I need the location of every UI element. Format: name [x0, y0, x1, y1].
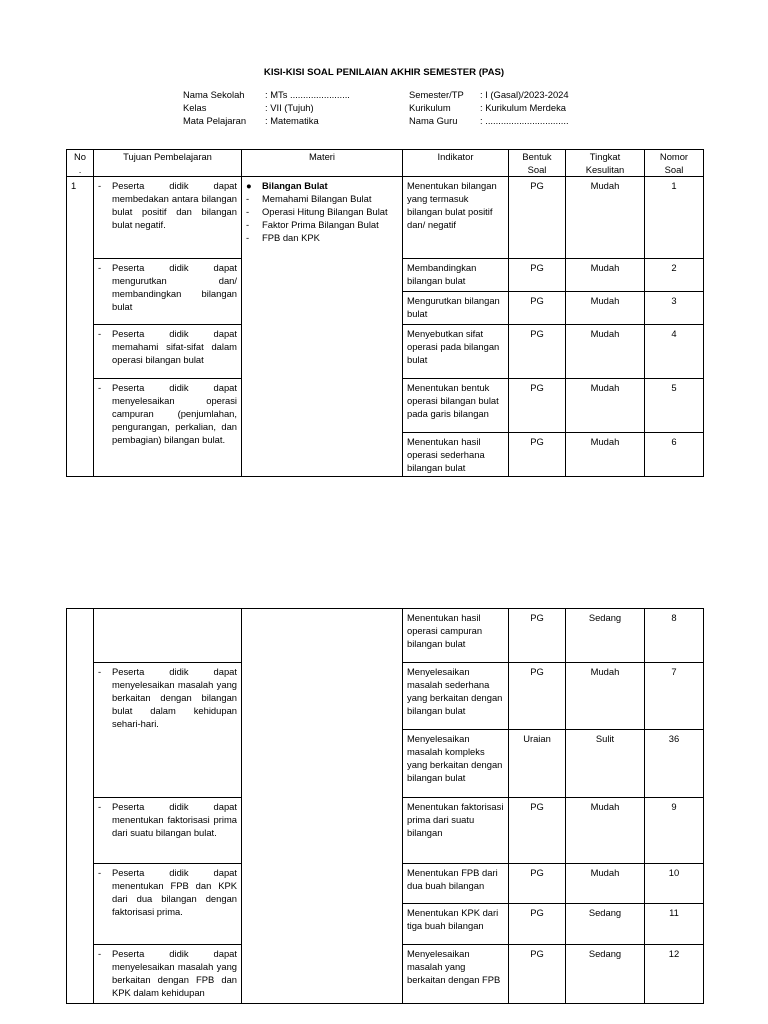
bentuk-cell: PG	[509, 663, 566, 730]
tujuan-cell: - Peserta didik dapat membedakan antara bilangan bulat positif dan bilangan bulat negatif.	[94, 177, 242, 259]
tujuan-text: Peserta didik dapat memahami sifat-sifat dalam operasi bilangan bulat	[112, 328, 237, 365]
materi-item: Memahami Bilangan Bulat	[262, 193, 372, 204]
bentuk-cell: PG	[509, 259, 566, 292]
nomor-cell: 2	[645, 259, 704, 292]
tingkat-cell: Mudah	[566, 663, 645, 730]
materi-heading: Bilangan Bulat	[262, 180, 328, 191]
indikator-cell: Menentukan FPB dari dua buah bilangan	[403, 864, 509, 904]
nomor-cell: 5	[645, 379, 704, 433]
bentuk-cell: PG	[509, 379, 566, 433]
header-tingkat: Tingkat Kesulitan	[566, 150, 645, 177]
tujuan-cell	[94, 609, 242, 663]
tujuan-cell: - Peserta didik dapat menyelesaikan masalah yang berkaitan dengan bilangan bulat dalam kehidupan sehari-hari.	[94, 663, 242, 798]
tujuan-cell: - Peserta didik dapat mengurutkan dan/ membandingkan bilangan bulat	[94, 259, 242, 325]
info-label-semester: Semester/TP	[409, 89, 464, 100]
header-indikator: Indikator	[403, 150, 509, 177]
info-value-guru: : ................................	[480, 115, 569, 126]
tujuan-text: Peserta didik dapat menentukan FPB dan KPK dari dua bilangan dengan faktorisasi prima.	[112, 867, 237, 917]
row-no-cell: 1	[67, 177, 94, 477]
document-title: KISI-KISI SOAL PENILAIAN AKHIR SEMESTER (PAS)	[263, 67, 505, 78]
nomor-cell: 10	[645, 864, 704, 904]
indikator-cell: Menyebutkan sifat operasi pada bilangan bulat	[403, 325, 509, 379]
materi-item: FPB dan KPK	[262, 232, 320, 243]
nomor-cell: 12	[645, 945, 704, 1004]
info-value-mapel: : Matematika	[265, 115, 319, 126]
nomor-cell: 7	[645, 663, 704, 730]
tingkat-cell: Mudah	[566, 325, 645, 379]
info-value-semester: : I (Gasal)/2023-2024	[480, 89, 569, 100]
nomor-cell: 8	[645, 609, 704, 663]
info-label-guru: Nama Guru	[409, 115, 458, 126]
tingkat-cell: Mudah	[566, 177, 645, 259]
tingkat-cell: Mudah	[566, 798, 645, 864]
info-label-mapel: Mata Pelajaran	[183, 115, 247, 126]
tujuan-text: Peserta didik dapat menyelesaikan masalah yang berkaitan dengan FPB dan KPK dalam kehidupan	[112, 948, 237, 998]
tujuan-text: Peserta didik dapat membedakan antara bilangan bulat positif dan bilangan bulat negatif.	[112, 180, 237, 230]
info-value-kurikulum: : Kurikulum Merdeka	[480, 102, 566, 113]
nomor-cell: 36	[645, 730, 704, 798]
nomor-cell: 11	[645, 904, 704, 945]
indikator-cell: Menyelesaikan masalah sederhana yang berkaitan dengan bilangan bulat	[403, 663, 509, 730]
info-label-kurikulum: Kurikulum	[409, 102, 451, 113]
nomor-cell: 6	[645, 433, 704, 477]
header-bentuk: Bentuk Soal	[509, 150, 566, 177]
header-nomor: Nomor Soal	[645, 150, 704, 177]
tingkat-cell: Mudah	[566, 864, 645, 904]
bentuk-cell: PG	[509, 798, 566, 864]
kisi-table-page-1	[66, 149, 704, 477]
indikator-cell: Menyelesaikan masalah yang berkaitan dengan FPB	[403, 945, 509, 1004]
header-no: No .	[67, 150, 94, 177]
bentuk-cell: PG	[509, 904, 566, 945]
tingkat-cell: Mudah	[566, 379, 645, 433]
tingkat-cell: Sulit	[566, 730, 645, 798]
header-materi: Materi	[242, 150, 403, 177]
materi-item: Faktor Prima Bilangan Bulat	[262, 219, 379, 230]
indikator-cell: Menentukan KPK dari tiga buah bilangan	[403, 904, 509, 945]
row-no-cell	[67, 609, 94, 1004]
tujuan-cell: - Peserta didik dapat memahami sifat-sifat dalam operasi bilangan bulat	[94, 325, 242, 379]
tujuan-text: Peserta didik dapat mengurutkan dan/ membandingkan bilangan bulat	[112, 262, 237, 312]
indikator-cell: Menentukan bentuk operasi bilangan bulat pada garis bilangan	[403, 379, 509, 433]
bentuk-cell: PG	[509, 945, 566, 1004]
info-value-sekolah: : MTs .......................	[265, 89, 350, 100]
table-row	[67, 177, 704, 259]
indikator-cell: Membandingkan bilangan bulat	[403, 259, 509, 292]
indikator-cell: Menentukan hasil operasi sederhana bilangan bulat	[403, 433, 509, 477]
table-header-row	[67, 150, 704, 177]
materi-cell	[242, 609, 403, 1004]
tujuan-cell: - Peserta didik dapat menyelesaikan operasi campuran (penjumlahan, pengurangan, perkalian, dan pembagian) bilangan bulat.	[94, 379, 242, 477]
header-tujuan: Tujuan Pembelajaran	[94, 150, 242, 177]
tujuan-text: Peserta didik dapat menyelesaikan operasi campuran (penjumlahan, pengurangan, perkalian, dan pembagian) bilangan bulat.	[112, 382, 237, 445]
tujuan-cell: - Peserta didik dapat menentukan faktorisasi prima dari suatu bilangan bulat.	[94, 798, 242, 864]
materi-item: Operasi Hitung Bilangan Bulat	[262, 206, 388, 217]
nomor-cell: 1	[645, 177, 704, 259]
indikator-cell: Menentukan hasil operasi campuran bilangan bulat	[403, 609, 509, 663]
nomor-cell: 3	[645, 292, 704, 325]
indikator-cell: Menyelesaikan masalah kompleks yang berkaitan dengan bilangan bulat	[403, 730, 509, 798]
bentuk-cell: PG	[509, 433, 566, 477]
tujuan-text: Peserta didik dapat menentukan faktorisasi prima dari suatu bilangan bulat.	[112, 801, 237, 838]
bentuk-cell: PG	[509, 325, 566, 379]
tujuan-cell: - Peserta didik dapat menyelesaikan masalah yang berkaitan dengan FPB dan KPK dalam kehidupan	[94, 945, 242, 1004]
tingkat-cell: Mudah	[566, 259, 645, 292]
bentuk-cell: Uraian	[509, 730, 566, 798]
indikator-cell: Menentukan faktorisasi prima dari suatu bilangan	[403, 798, 509, 864]
bentuk-cell: PG	[509, 609, 566, 663]
bentuk-cell: PG	[509, 292, 566, 325]
info-value-kelas: : VII (Tujuh)	[265, 102, 314, 113]
tingkat-cell: Sedang	[566, 904, 645, 945]
tujuan-text: Peserta didik dapat menyelesaikan masalah yang berkaitan dengan bilangan bulat dalam kehidupan sehari-hari.	[112, 666, 237, 729]
nomor-cell: 4	[645, 325, 704, 379]
indikator-cell: Menentukan bilangan yang termasuk bilangan bulat positif dan/ negatif	[403, 177, 509, 259]
tingkat-cell: Mudah	[566, 433, 645, 477]
nomor-cell: 9	[645, 798, 704, 864]
tingkat-cell: Sedang	[566, 945, 645, 1004]
table-row	[67, 609, 704, 663]
info-label-kelas: Kelas	[183, 102, 207, 113]
materi-cell: ● Bilangan Bulat - Memahami Bilangan Bulat - Operasi Hitung Bilangan Bulat - Faktor Prima Bilangan Bulat - FPB dan KPK	[242, 177, 403, 477]
tingkat-cell: Sedang	[566, 609, 645, 663]
tingkat-cell: Mudah	[566, 292, 645, 325]
indikator-cell: Mengurutkan bilangan bulat	[403, 292, 509, 325]
bentuk-cell: PG	[509, 864, 566, 904]
kisi-table-page-2	[66, 608, 704, 1004]
tujuan-cell: - Peserta didik dapat menentukan FPB dan KPK dari dua bilangan dengan faktorisasi prima.	[94, 864, 242, 945]
info-label-sekolah: Nama Sekolah	[183, 89, 245, 100]
bentuk-cell: PG	[509, 177, 566, 259]
